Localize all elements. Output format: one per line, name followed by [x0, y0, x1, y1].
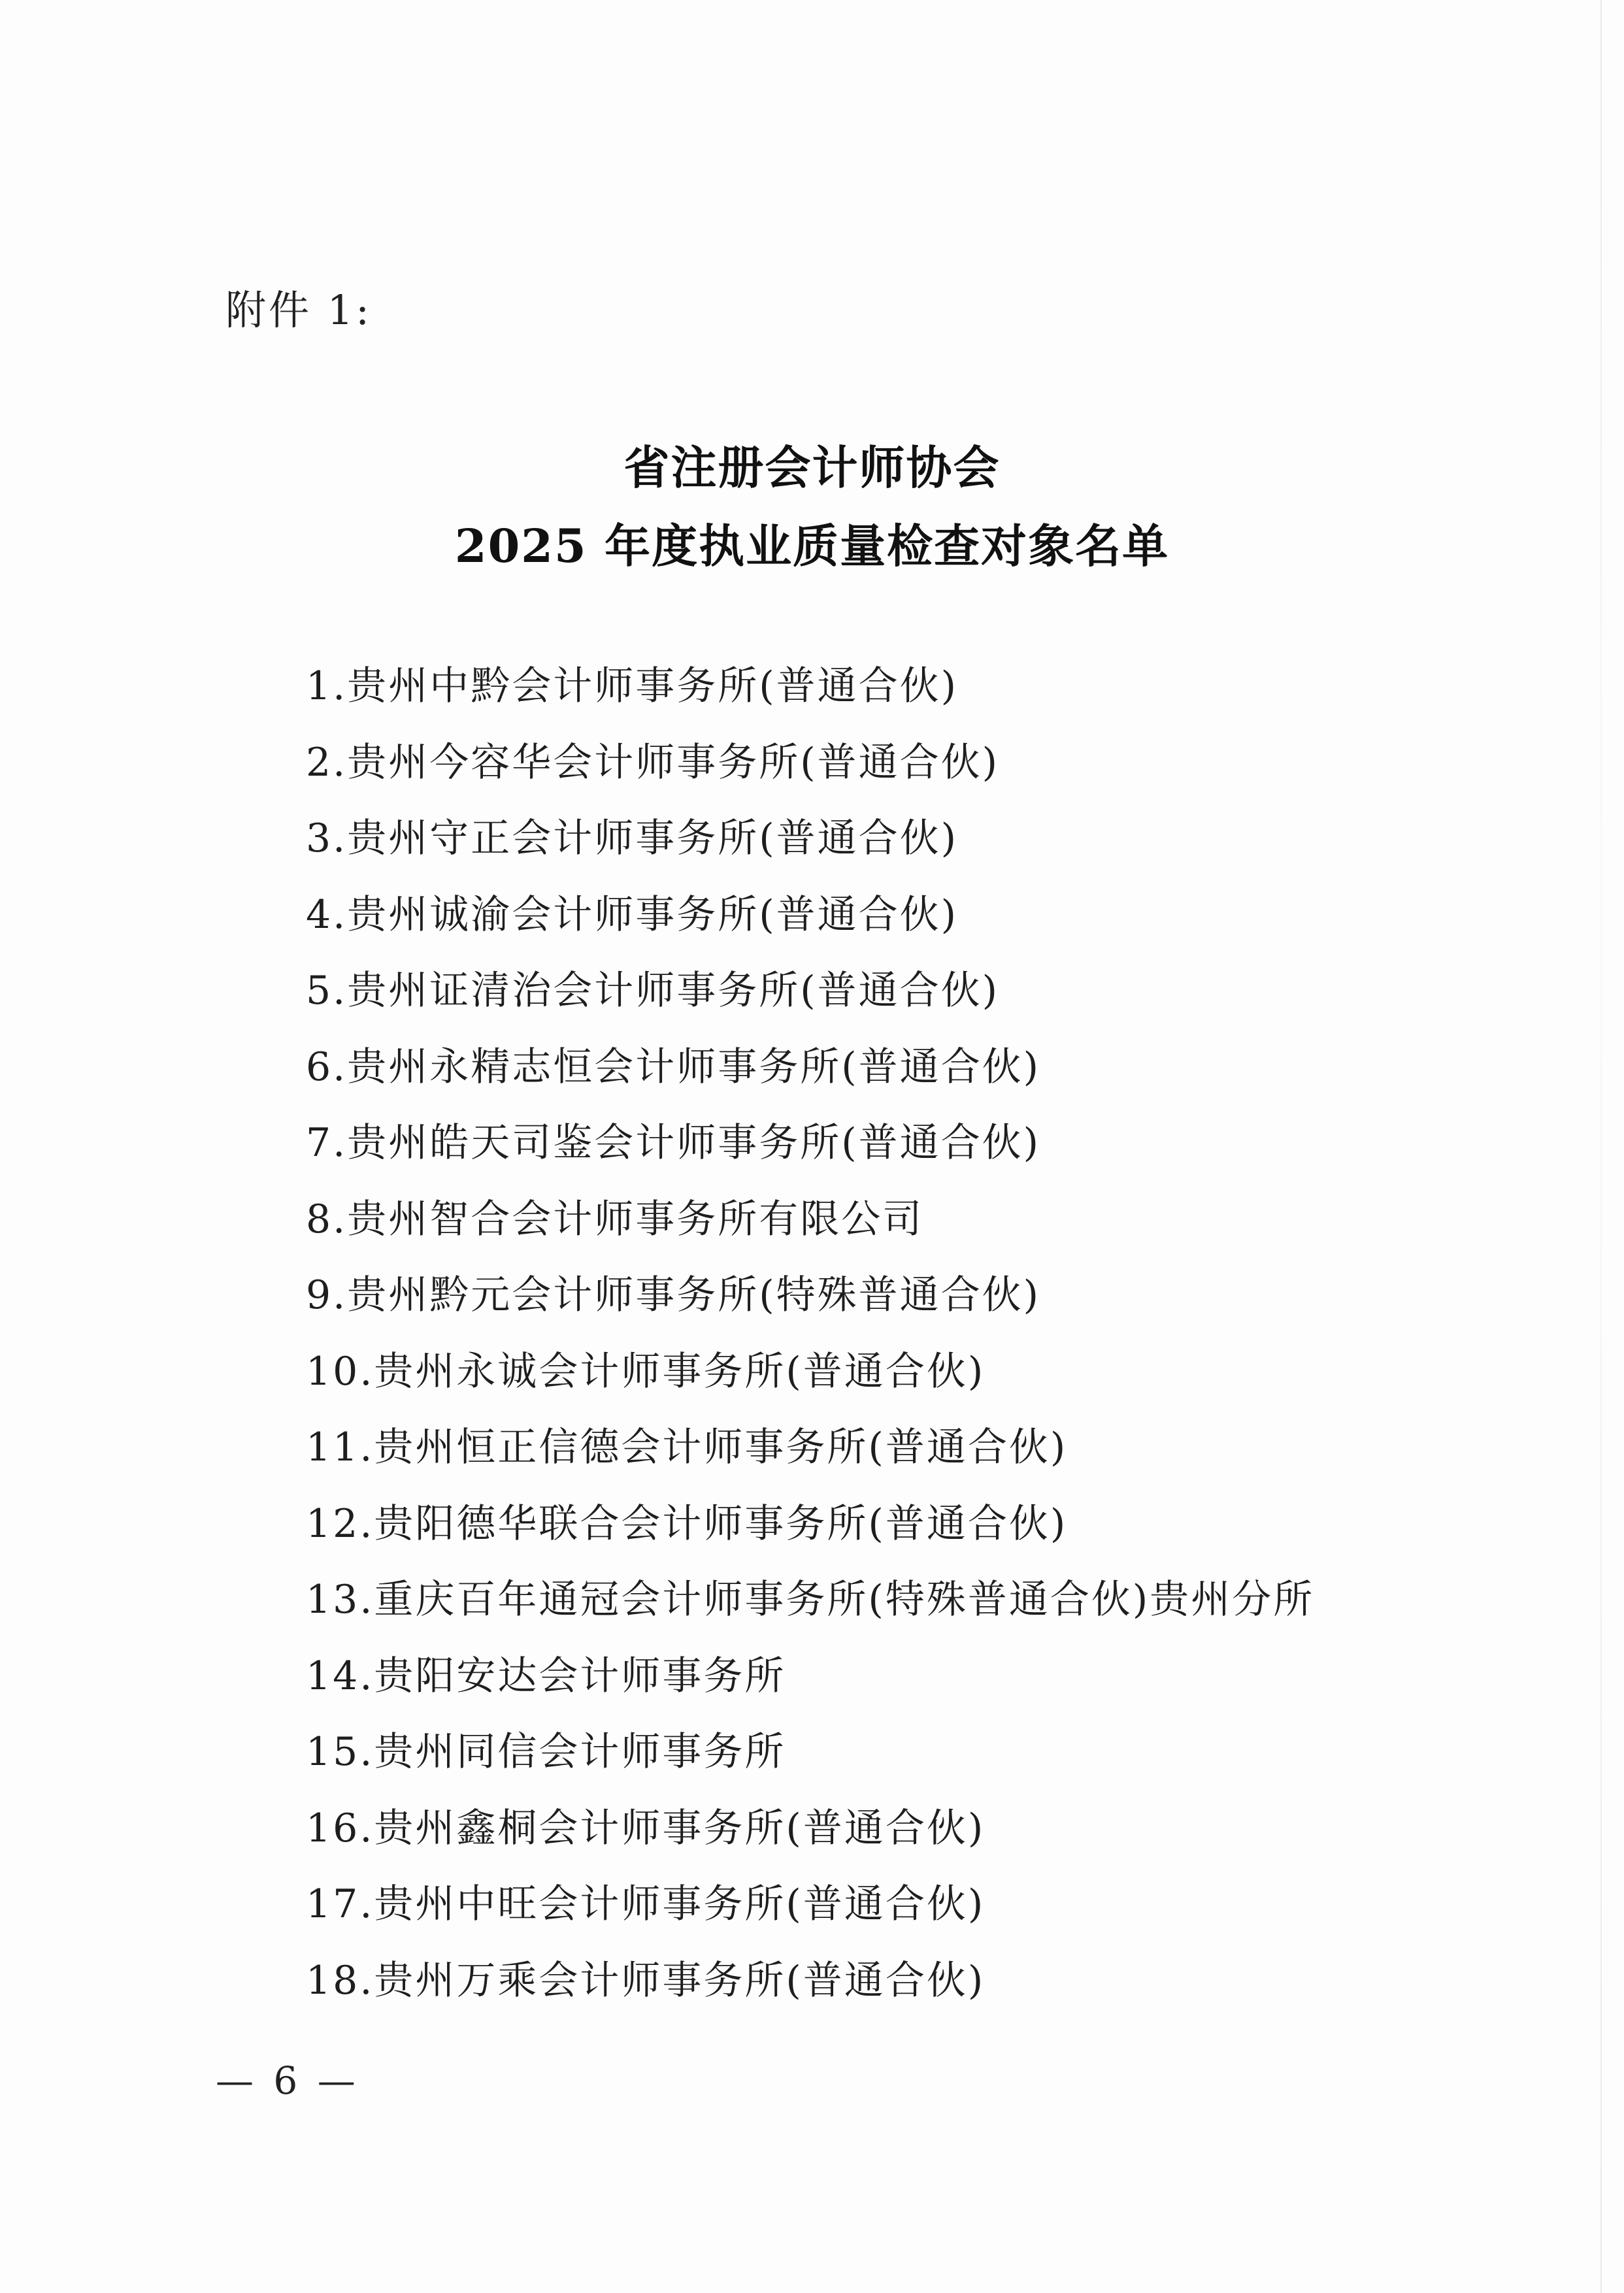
list-item: 18.贵州万乘会计师事务所(普通合伙) — [306, 1957, 986, 2004]
list-item: 9.贵州黔元会计师事务所(特殊普通合伙) — [306, 1272, 1041, 1318]
list-item: 8.贵州智合会计师事务所有限公司 — [306, 1196, 924, 1242]
list-item: 14.贵阳安达会计师事务所 — [306, 1653, 786, 1699]
list-item: 4.贵州诚渝会计师事务所(普通合伙) — [306, 891, 959, 938]
attachment-label: 附件 1: — [225, 286, 373, 334]
list-item: 6.贵州永精志恒会计师事务所(普通合伙) — [306, 1044, 1041, 1090]
scan-edge-shadow — [1600, 0, 1602, 2293]
list-item: 11.贵州恒正信德会计师事务所(普通合伙) — [306, 1425, 1068, 1470]
document-title-line-2: 2025 年度执业质量检查对象名单 — [454, 519, 1170, 573]
list-item: 16.贵州鑫桐会计师事务所(普通合伙) — [306, 1805, 986, 1851]
list-item: 15.贵州同信会计师事务所 — [306, 1729, 786, 1775]
page-number: — 6 — — [216, 2058, 359, 2103]
list-item: 5.贵州证清治会计师事务所(普通合伙) — [306, 968, 1000, 1014]
list-item: 12.贵阳德华联合会计师事务所(普通合伙) — [306, 1500, 1068, 1547]
list-item: 2.贵州今容华会计师事务所(普通合伙) — [306, 739, 1000, 785]
list-item: 10.贵州永诚会计师事务所(普通合伙) — [306, 1348, 986, 1394]
document-title-line-1: 省注册会计师协会 — [623, 440, 1001, 495]
list-item: 7.贵州皓天司鉴会计师事务所(普通合伙) — [306, 1120, 1041, 1166]
list-item: 1.贵州中黔会计师事务所(普通合伙) — [306, 663, 959, 709]
list-item: 3.贵州守正会计师事务所(普通合伙) — [306, 816, 959, 861]
list-item: 13.重庆百年通冠会计师事务所(特殊普通合伙)贵州分所 — [306, 1577, 1315, 1623]
inspection-target-list — [306, 660, 1314, 2030]
list-item: 17.贵州中旺会计师事务所(普通合伙) — [306, 1881, 986, 1927]
